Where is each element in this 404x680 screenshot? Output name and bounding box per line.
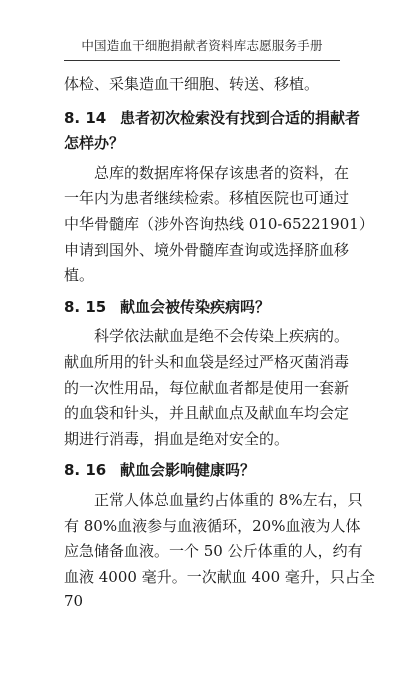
question-8-16-heading [64,458,340,484]
answer-line: 总库的数据库将保存该患者的资料，在 [94,163,350,182]
header-rule [64,60,340,61]
question-number: 8. 14 [64,108,107,127]
running-header: 中国造血干细胞捐献者资料库志愿服务手册 [81,38,323,53]
question-8-15-heading [64,295,340,321]
question-title: 患者初次检索没有找到合适的捐献者 [120,108,361,127]
question-8-14-heading-cont: 怎样办？ [64,134,125,153]
question-number: 8. 16 [64,461,107,480]
answer-line: 献血所用的针头和血袋是经过严格灭菌消毒 [64,352,350,371]
question-8-14-heading [64,106,361,132]
page-body [64,72,375,590]
question-title: 献血会影响健康吗？ [120,461,256,480]
answer-line: 应急储备血液。一个 50 公斤体重的人，约有 [64,542,363,561]
answer-line: 期进行消毒，捐血是绝对安全的。 [64,429,290,448]
answer-line: 血液 4000 毫升。一次献血 400 毫升，只占全 [64,567,375,586]
answer-line: 一年内为患者继续检索。移植医院也可通过 [64,189,350,208]
continuation-line: 体检、采集造血干细胞、转送、移植。 [64,75,320,93]
answer-line: 中华骨髓库（涉外咨询热线 010-65221901） [64,214,374,233]
question-title: 献血会被传染疾病吗？ [120,297,271,316]
answer-line: 的一次性用品，每位献血者都是使用一套新 [64,378,350,397]
answer-line: 科学依法献血是绝不会传染上疾病的。 [94,327,350,346]
answer-line: 申请到国外、境外骨髓库查询或选择脐血移 [64,240,350,259]
page-number: 70 [64,592,84,610]
answer-line: 有 80%血液参与血液循环，20%血液为人体 [64,516,361,535]
question-number: 8. 15 [64,297,107,316]
answer-line: 植。 [64,266,95,285]
answer-line: 正常人体总血量约占体重的 8%左右，只 [94,490,363,509]
answer-line: 的血袋和针头，并且献血点及献血车均会定 [64,404,350,423]
